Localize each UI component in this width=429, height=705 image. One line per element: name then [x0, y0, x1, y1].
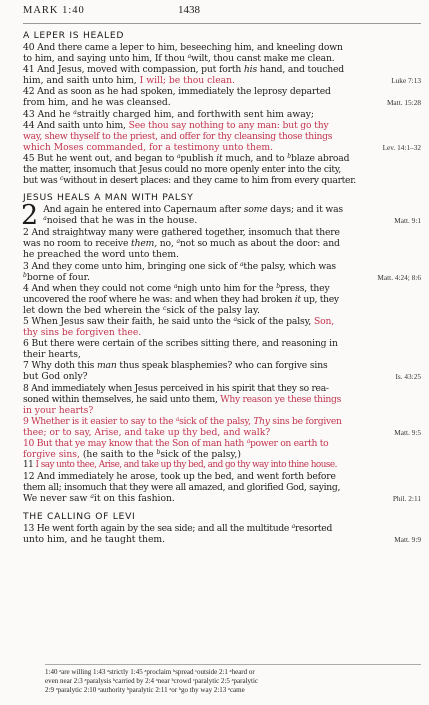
text-line: We never saw $^a$it on this fashion. Phil. 2:11: [23, 493, 421, 505]
text-line: soned within themselves, he said unto them, Why reason ye these things: [23, 393, 342, 405]
text-line: 7 Why doth this man thus speak blasphemies? who can forgive sins: [23, 360, 328, 372]
text-line: let down the bed wherein the $^c$sick of the palsy lay.: [23, 304, 260, 316]
text-line: 4 And when they could not come $^a$nigh unto him for the $^b$press, they: [23, 282, 330, 294]
text-line: from him, and he was cleansed. Matt. 15:28: [23, 97, 421, 109]
cross-reference: Lev. 14:1–32: [382, 142, 421, 152]
text-line: 6 But there were certain of the scribes sitting there, and reasoning in: [23, 338, 338, 350]
page-header: [23, 0, 421, 24]
text-line: was no room to receive them, no, $^a$not so much as about the door: and: [23, 238, 340, 250]
text-line: uncovered the roof where he was: and when they had broken it up, they: [23, 293, 339, 305]
text-line: And again he entered into Capernaum after some days; and it was: [43, 204, 343, 216]
cross-reference: Matt. 15:28: [386, 98, 421, 108]
text-line: in your hearts?: [23, 404, 94, 416]
passage-palsy: [21, 200, 421, 505]
text-line: $^a$noised that he was in the house. Matt. 9:1: [43, 215, 421, 227]
passage-levi: [23, 523, 421, 545]
text-line: 5 When Jesus saw their faith, he said unto the $^a$sick of the palsy, Son,: [23, 315, 335, 327]
text-line: 41 And Jesus, moved with compassion, put forth his hand, and touched: [23, 64, 345, 76]
text-line: thy sins be forgiven thee.: [23, 327, 142, 339]
text-line: the matter, insomuch that Jesus could no more openly enter into the city,: [23, 164, 342, 176]
passage-leper: [23, 42, 421, 186]
text-line: 2 And straightway many were gathered together, insomuch that there: [23, 227, 340, 239]
footnotes: [45, 664, 421, 695]
chapter-number: 2: [21, 200, 39, 232]
cross-reference: Phil. 2:11: [392, 494, 421, 504]
text-line: unto him, and he taught them. Matt. 9:9: [23, 533, 421, 545]
text-line: $^b$borne of four. Matt. 4:24; 8:6: [23, 271, 421, 283]
cross-reference: Luke 7:13: [391, 76, 421, 86]
text-line: which Moses commanded, for a testimony unto them. Lev. 14:1–32: [23, 141, 421, 153]
cross-reference: Matt. 4:24; 8:6: [377, 272, 421, 282]
section-heading-leper: A LEPER IS HEALED: [23, 30, 125, 41]
text-line: 13 He went forth again by the sea side; and all the multitude $^a$resorted: [23, 522, 333, 534]
text-line: 12 And immediately he arose, took up the bed, and went forth before: [23, 471, 336, 483]
text-line: 9 Whether is it easier to say to the $^a$sick of the palsy, Thy sins be forgiven: [23, 415, 342, 427]
footnote-line: even near 2:3 ᵃparalysis ᵇcarried by 2:4 ᵃnear ᵇcrowd ᶜparalytic 2:5 ᵃparalytic: [45, 677, 259, 685]
text-line: him, and saith unto him, I will; be thou clean. Luke 7:13: [23, 75, 421, 87]
text-line: their hearts,: [23, 349, 81, 361]
cross-reference: Matt. 9:5: [394, 427, 421, 437]
text-line: way, shew thyself to the priest, and offer for thy cleansing those things: [23, 130, 333, 142]
text-line: 44 And saith unto him, See thou say nothing to any man: but go thy: [23, 119, 329, 131]
text-line: 8 And immediately when Jesus perceived in his spirit that they so rea-: [23, 382, 329, 394]
footnote-line: 2:9 ᵃparalytic 2:10 ᵃauthority ᵇparalytic 2:11 ᵃor ᵇgo thy way 2:13 ᵃcame: [45, 686, 245, 694]
cross-reference: Matt. 9:1: [394, 216, 421, 226]
section-heading-palsy: JESUS HEALS A MAN WITH PALSY: [23, 192, 194, 204]
text-line: he preached the word unto them.: [23, 249, 179, 261]
text-line: 45 But he went out, and began to $^a$publish it much, and to $^b$blaze abroad: [23, 152, 350, 164]
section-heading-levi: THE CALLING OF LEVI: [23, 510, 136, 522]
text-line: 10 But that ye may know that the Son of man hath $^a$power on earth to: [23, 438, 329, 449]
footnote-line: 1:40 ᵃare willing 1:43 ᵃstrictly 1:45 ᵃproclaim ᵇspread ᶜoutside 2:1 ᵃheard or: [45, 668, 255, 676]
text-line: 40 And there came a leper to him, beseeching him, and kneeling down: [23, 42, 343, 53]
cross-reference: Is. 43:25: [395, 372, 421, 382]
text-line: but was $^c$without in desert places: and they came to him from every quarter.: [23, 175, 356, 187]
text-line: 42 And as soon as he had spoken, immediately the leprosy departed: [23, 86, 331, 98]
text-line: 3 And they come unto him, bringing one sick of $^a$the palsy, which was: [23, 260, 336, 272]
text-line: forgive sins, (he saith to the $^b$sick of the palsy,): [23, 449, 241, 461]
cross-reference: Matt. 9:9: [394, 534, 421, 544]
text-line: to him, and saying unto him, If thou $^a$wilt, thou canst make me clean.: [23, 53, 335, 65]
running-head-reference: MARK 1:40: [23, 5, 85, 16]
text-line: but God only? Is. 43:25: [23, 371, 421, 383]
text-line: thee; or to say, Arise, and take up thy bed, and walk? Matt. 9:5: [23, 426, 421, 438]
page-number: 1438: [178, 4, 200, 16]
text-line: them all; insomuch that they were all amazed, and glorified God, saying,: [23, 482, 341, 494]
text-line: 11 I say unto thee, Arise, and take up thy bed, and go thy way into thine house.: [23, 460, 337, 471]
text-line: 43 And he $^a$straitly charged him, and forthwith sent him away;: [23, 108, 314, 120]
